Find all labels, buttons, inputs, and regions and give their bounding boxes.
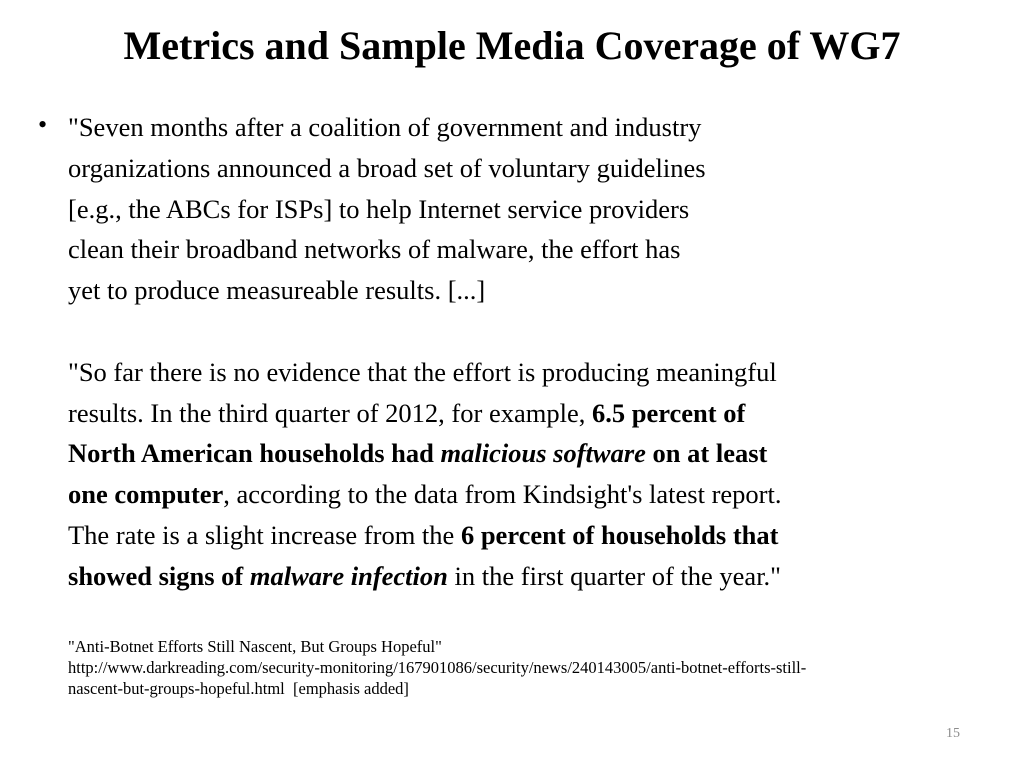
quote2-emphasis: North American households had [68, 438, 441, 469]
quote2-line-4 [68, 474, 998, 515]
paragraph-gap [68, 311, 998, 352]
quote2-emphasis: on at least [645, 438, 768, 469]
quote2-line-3 [68, 433, 998, 474]
source-article-title: "Anti-Botnet Efforts Still Nascent, But Groups Hopeful" [68, 637, 442, 656]
quote2-emphasis: one computer [68, 479, 224, 510]
quote-paragraph-1 [68, 107, 998, 311]
quote2-emphasis: 6.5 percent of [591, 397, 746, 428]
quote2-text: , according to the data from Kindsight's latest report. [223, 479, 782, 510]
quote2-text: results. In the third quarter of 2012, for example, [68, 397, 592, 428]
quote2-text: The rate is a slight increase from the [68, 519, 461, 550]
bullet-marker: • [38, 110, 48, 139]
quote-body [68, 107, 998, 597]
quote2-emphasis-italic: malicious software [440, 438, 646, 469]
quote1-line: clean their broadband networks of malware, the effort has [68, 234, 681, 265]
quote2-emphasis: 6 percent of households that [460, 519, 779, 550]
quote2-line-2 [68, 393, 998, 434]
source-url-line-2 [68, 678, 1008, 699]
quote1-line: yet to produce measureable results. [...] [68, 275, 486, 306]
quote2-emphasis: showed signs of [68, 560, 250, 591]
quote2-line-5 [68, 515, 998, 556]
source-url-continuation[interactable]: nascent-but-groups-hopeful.html [68, 679, 285, 698]
quote1-line: "Seven months after a coalition of government and industry [68, 112, 702, 142]
page-number: 15 [946, 726, 960, 741]
quote1-line: [e.g., the ABCs for ISPs] to help Internet service providers [68, 193, 690, 224]
quote2-text: in the first quarter of the year." [447, 560, 782, 591]
source-citation [68, 636, 1008, 699]
quote-paragraph-2 [68, 352, 998, 597]
quote1-line: organizations announced a broad set of voluntary guidelines [68, 152, 706, 183]
slide-title: Metrics and Sample Media Coverage of WG7 [123, 23, 901, 68]
quote2-line-6 [68, 556, 998, 597]
quote2-line-1: "So far there is no evidence that the effort is producing meaningful [68, 356, 777, 387]
emphasis-note: [emphasis added] [293, 679, 409, 698]
quote2-emphasis-italic: malware infection [249, 560, 448, 591]
source-url-line-1[interactable]: http://www.darkreading.com/security-monitoring/167901086/security/news/240143005/anti-botnet-efforts-still- [68, 658, 807, 677]
